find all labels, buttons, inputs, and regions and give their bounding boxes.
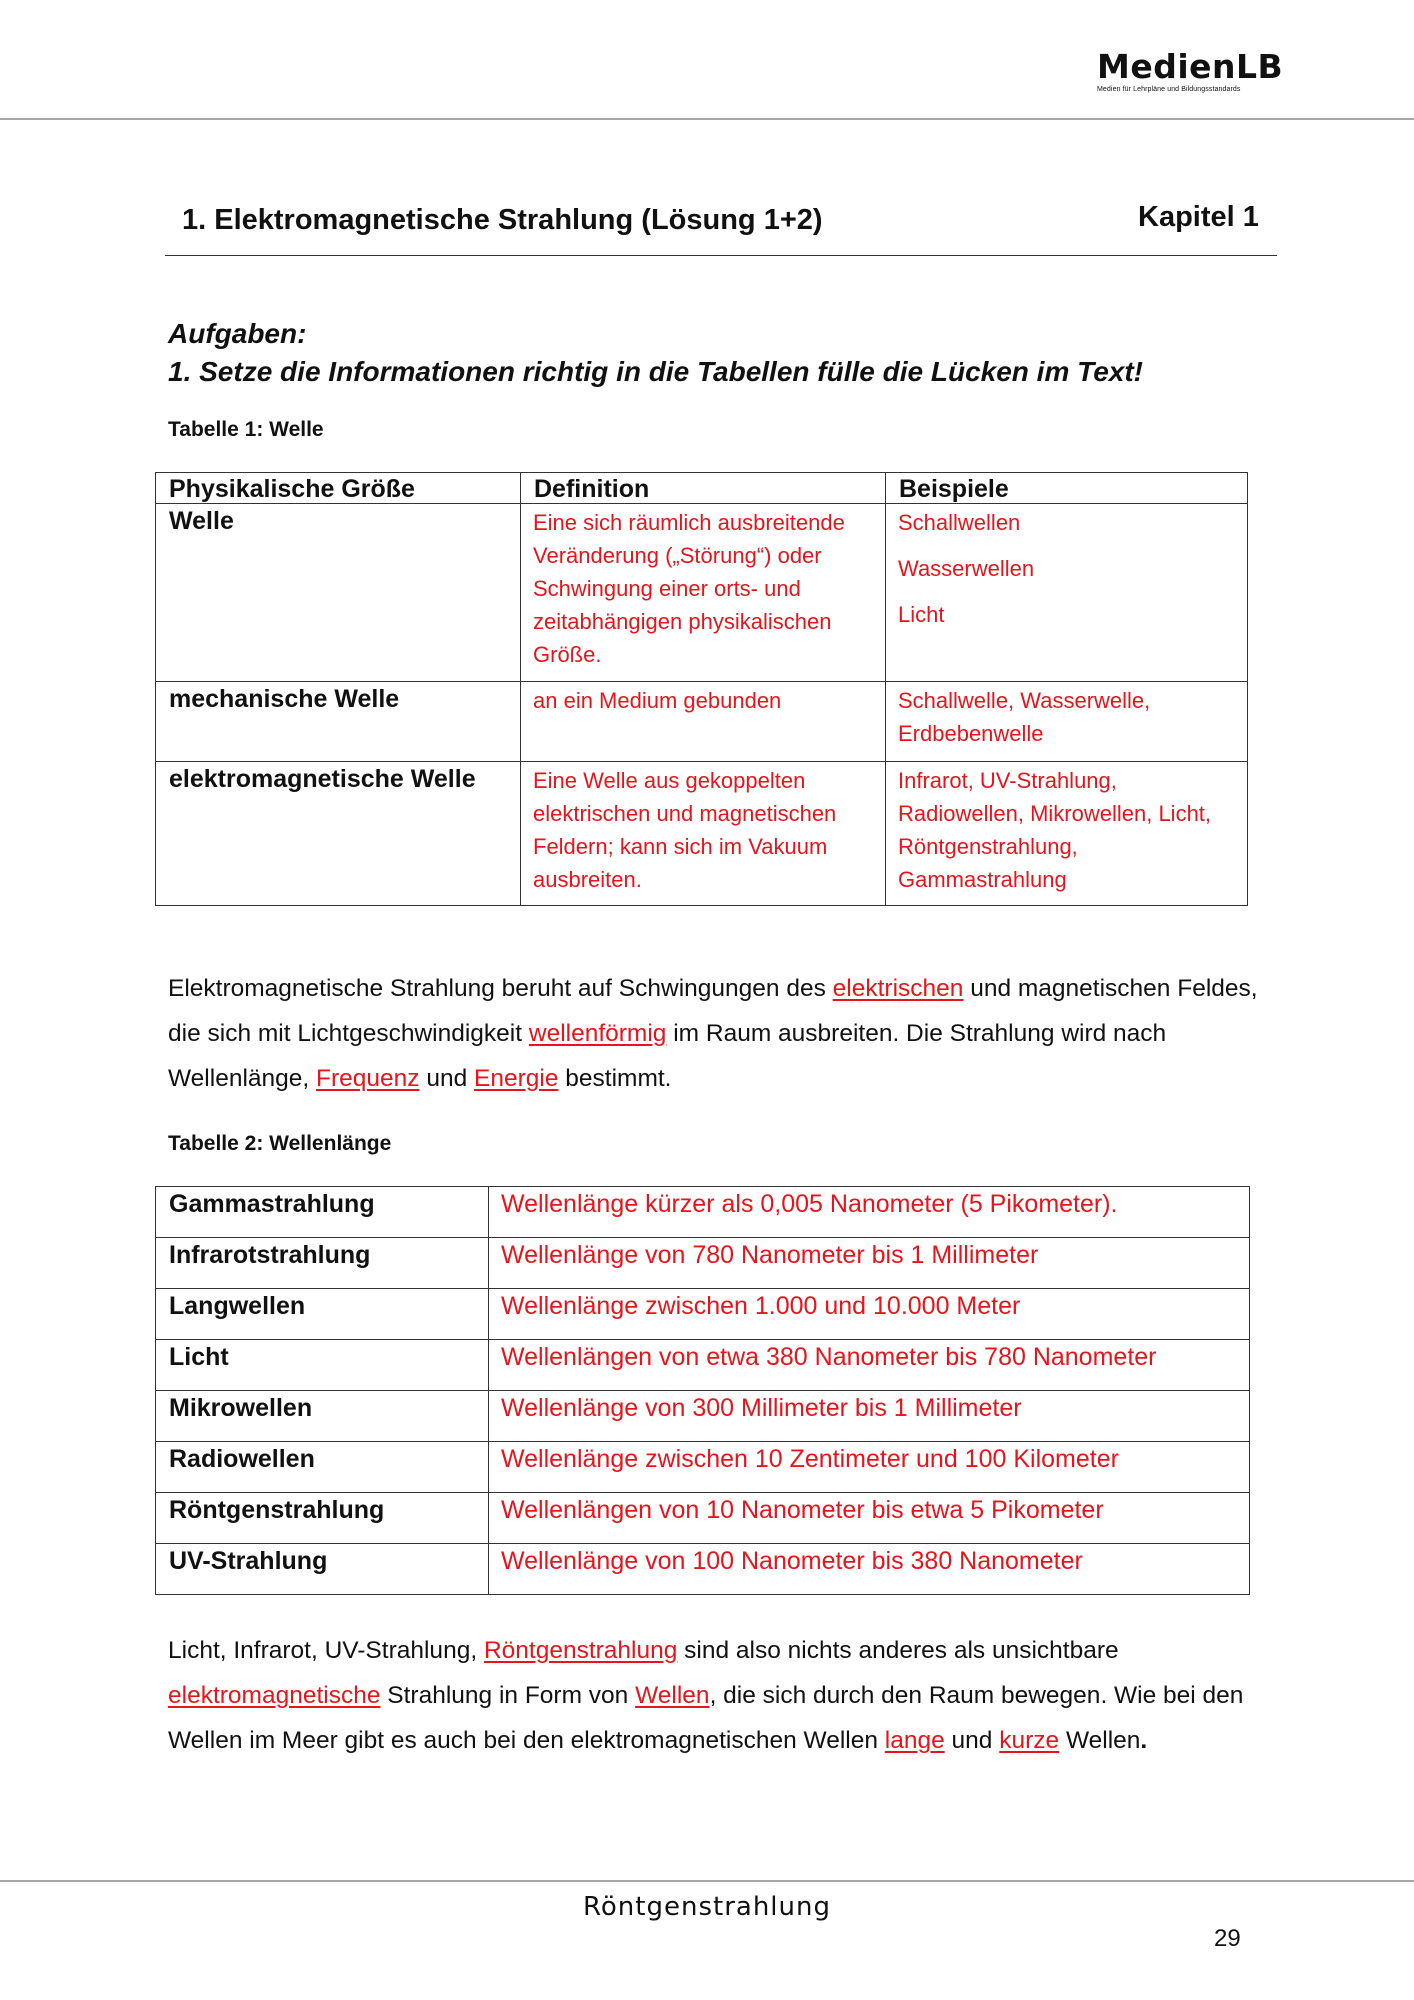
table-row [156,1238,1250,1289]
answer-elektrischen: elektrischen [832,975,964,1002]
example-item: Infrarot, UV-Strahlung, Radiowellen, Mikrowellen, Licht, Röntgenstrahlung, Gammastrahlung [898,768,1212,892]
text-run: im Raum ausbreiten. Die Strahlung wird nach Wellenlänge, [168,1020,1167,1092]
header-definition: Definition [521,473,886,504]
example-item: Wasserwellen [898,556,1035,581]
definition-cell: an ein Medium gebunden [521,682,886,762]
radiation-name: Radiowellen [156,1442,489,1493]
table-row [156,1442,1250,1493]
table-row [156,1544,1250,1595]
answer-frequenz: Frequenz [316,1065,420,1092]
text-run: und [944,1727,1000,1754]
radiation-name: Langwellen [156,1289,489,1340]
table2-caption: Tabelle 2: Wellenlänge [168,1132,392,1155]
table-row [156,682,1248,762]
paragraph-2 [168,1628,1258,1763]
text-run: und [419,1065,475,1092]
logo-tagline: Medien für Lehrpläne und Bildungsstandards [1097,86,1241,93]
definition-cell: Eine sich räumlich ausbreitende Veränderung („Störung“) oder Schwingung einer orts- und zeitabhängigen physikalischen Größe. [521,504,886,682]
wavelength-value: Wellenlänge von 100 Nanometer bis 380 Nanometer [489,1544,1250,1595]
radiation-name: UV-Strahlung [156,1544,489,1595]
header-examples: Beispiele [886,473,1248,504]
example-item: Schallwellen [898,510,1021,535]
text-run: Elektromagnetische Strahlung beruht auf Schwingungen des [168,975,833,1002]
table-header-row [156,473,1248,504]
wavelength-value: Wellenlängen von etwa 380 Nanometer bis 780 Nanometer [489,1340,1250,1391]
answer-kurze: kurze [999,1727,1060,1754]
tasks-heading: Aufgaben: [168,318,307,349]
page-title: 1. Elektromagnetische Strahlung (Lösung 1+2) [182,204,823,236]
radiation-name: Gammastrahlung [156,1187,489,1238]
text-run: Wellen [1059,1727,1141,1754]
radiation-name: Mikrowellen [156,1391,489,1442]
chapter-label: Kapitel 1 [1138,201,1259,233]
radiation-name: Licht [156,1340,489,1391]
page-number: 29 [1214,1925,1241,1952]
footer-rule [0,1880,1414,1882]
task-1: 1. Setze die Informationen richtig in die Tabellen fülle die Lücken im Text! [168,356,1143,387]
examples-cell [886,682,1248,762]
text-run: , die sich durch den Raum bewegen. Wie bei den Wellen im Meer gibt es auch bei den elektromagnetischen Wellen [168,1682,1244,1754]
footer-title: Röntgenstrahlung [583,1892,831,1922]
table-row [156,1391,1250,1442]
table-row [156,1289,1250,1340]
examples-cell [886,762,1248,906]
radiation-name: Infrarotstrahlung [156,1238,489,1289]
logo-name: MedienLB [1097,47,1284,86]
table-row [156,1493,1250,1544]
quantity-cell: elektromagnetische Welle [156,762,521,906]
examples-cell [886,504,1248,682]
table-row [156,762,1248,906]
wavelength-value: Wellenlänge von 300 Millimeter bis 1 Millimeter [489,1391,1250,1442]
table-row [156,1340,1250,1391]
answer-elektromagnetische: elektromagnetische [168,1682,381,1709]
wavelength-value: Wellenlängen von 10 Nanometer bis etwa 5 Pikometer [489,1493,1250,1544]
logo [1097,47,1297,94]
wavelength-value: Wellenlänge von 780 Nanometer bis 1 Millimeter [489,1238,1250,1289]
text-run: Strahlung in Form von [380,1682,636,1709]
answer-lange: lange [884,1727,945,1754]
text-run: sind also nichts anderes als unsichtbare [677,1637,1119,1664]
quantity-cell: Welle [156,504,521,682]
table1-caption: Tabelle 1: Welle [168,418,324,441]
wavelength-value: Wellenlänge zwischen 10 Zentimeter und 100 Kilometer [489,1442,1250,1493]
wave-table [155,472,1248,906]
text-run: und magnetischen Feldes, die sich mit Lichtgeschwindigkeit [168,975,1258,1047]
title-rule [165,255,1277,256]
wavelength-value: Wellenlänge zwischen 1.000 und 10.000 Meter [489,1289,1250,1340]
radiation-name: Röntgenstrahlung [156,1493,489,1544]
text-run: Licht, Infrarot, UV-Strahlung, [168,1637,484,1664]
wavelength-table [155,1186,1250,1595]
table-row [156,504,1248,682]
definition-cell: Eine Welle aus gekoppelten elektrischen und magnetischen Feldern; kann sich im Vakuum ausbreiten. [521,762,886,906]
text-run: bestimmt. [558,1065,672,1092]
answer-wellen: Wellen [635,1682,710,1709]
header-quantity: Physikalische Größe [156,473,521,504]
header-rule [0,118,1414,120]
example-item: Licht [898,602,945,627]
answer-energie: Energie [474,1065,559,1092]
text-run: . [1140,1727,1148,1754]
answer-wellenfoermig: wellenförmig [528,1020,667,1047]
table-row [156,1187,1250,1238]
paragraph-1 [168,966,1258,1101]
wavelength-value: Wellenlänge kürzer als 0,005 Nanometer (5 Pikometer). [489,1187,1250,1238]
answer-roentgenstrahlung: Röntgenstrahlung [483,1637,678,1664]
quantity-cell: mechanische Welle [156,682,521,762]
example-item: Schallwelle, Wasserwelle, Erdbebenwelle [898,688,1151,746]
